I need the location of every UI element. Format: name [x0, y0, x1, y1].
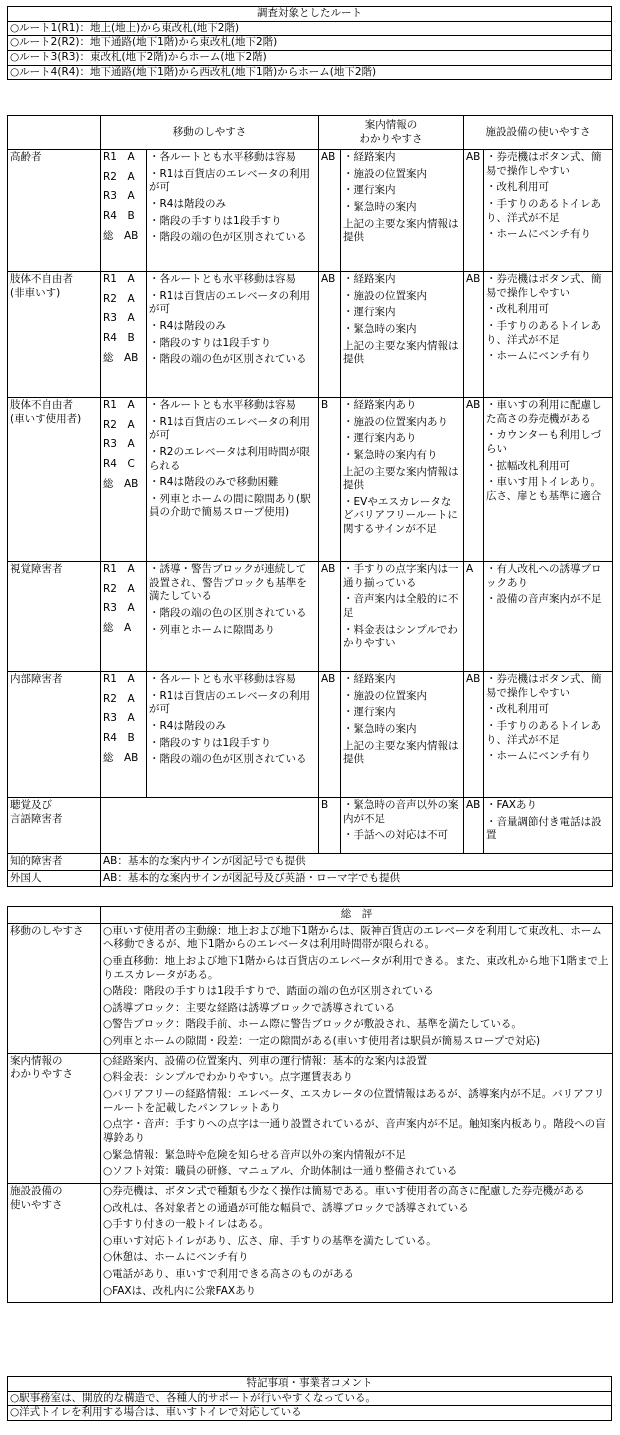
- route-rating: R2 A: [103, 418, 135, 431]
- info-rating: AB: [319, 150, 341, 272]
- routes-table: [7, 6, 612, 80]
- group-label: 聴覚及び 言語障害者: [8, 798, 101, 854]
- summary-item: ○手すり付きの一般トイレはある。: [103, 1218, 270, 1231]
- route-item: ○ルート4(R4)：地下通路(地下1階)から西改札(地下1階)からホーム(地下2階): [8, 65, 612, 80]
- info-rating: AB: [319, 272, 341, 398]
- mobility-notes: [147, 272, 319, 398]
- overall-rating: 総 AB: [103, 751, 139, 764]
- facility-note: ・手すりのあるトイレあり、洋式が不足: [486, 319, 601, 346]
- route-item: ○ルート3(R3)：東改札(地下2階)からホーム(地下2階): [8, 50, 612, 65]
- mobility-note: ・階段の端の色が区別されている: [149, 353, 307, 366]
- mobility-note: ・R4は階段のみ: [149, 319, 226, 332]
- route-rating: R4 B: [103, 731, 135, 744]
- summary-row: [8, 1183, 613, 1302]
- facility-notes: [484, 150, 613, 272]
- info-note: ・音声案内は全般的に不足: [343, 593, 459, 619]
- facility-note: ・FAXあり: [486, 799, 537, 811]
- info-note: ・経路案内: [343, 673, 396, 685]
- route-rating: R4 B: [103, 209, 135, 222]
- eval-row: [8, 398, 613, 562]
- info-note: ・緊急時の案内: [343, 722, 417, 735]
- route-rating: R1 A: [103, 673, 135, 685]
- mobility-note: ・R1は百貨店のエレベータの利用が可: [149, 289, 310, 316]
- mobility-note: ・R1は百貨店のエレベータの利用が可: [149, 415, 310, 442]
- summary-item: ○車いす使用者の主動線：地上および地下1階からは、阪神百貨店のエレベータを利用して東改札、ホームへ移動できるが、地下1階からのエレベータは利用時間帯が限られる。: [103, 924, 602, 951]
- facility-note: ・ホームにベンチ有り: [486, 228, 591, 241]
- summary-item: ○階段：階段の手すりは1段手すりで、踏面の端の色が区別されている: [103, 985, 434, 998]
- mobility-note: ・列車とホームの間に隙間あり(駅員の介助で簡易スロープ使用): [149, 492, 311, 519]
- mobility-note: ・各ルートとも水平移動は容易: [149, 673, 296, 685]
- route-rating: R3 A: [103, 602, 135, 615]
- summary-item: ○休憩は、ホームにベンチ有り: [103, 1251, 249, 1264]
- mobility-note: ・R1は百貨店のエレベータの利用が可: [149, 689, 310, 716]
- facility-note: ・ホームにベンチ有り: [486, 350, 591, 363]
- facility-notes: [484, 272, 613, 398]
- route-ratings: [101, 398, 147, 562]
- facility-note: ・手すりのあるトイレあり、洋式が不足: [486, 719, 601, 746]
- mobility-note: ・列車とホームに隙間あり: [149, 623, 275, 636]
- info-notes: [341, 798, 464, 854]
- routes-title: 調査対象としたルート: [8, 7, 612, 22]
- info-note: ・料金表はシンプルでわかりやすい: [343, 623, 458, 650]
- summary-item: ○経路案内、設備の位置案内、列車の運行情報：基本的な案内は設置: [103, 1054, 428, 1067]
- info-notes: [341, 272, 464, 398]
- mobility-notes: [147, 150, 319, 272]
- mobility-note: ・R4は階段のみで移動困難: [149, 476, 279, 489]
- mobility-note: ・R4は階段のみ: [149, 719, 226, 732]
- facility-note: ・改札利用可: [486, 181, 549, 194]
- info-note: ・施設の位置案内: [343, 689, 427, 702]
- facility-note: ・設備の音声案内が不足: [486, 593, 602, 606]
- route-rating: R3 A: [103, 312, 135, 325]
- info-note: ・施設の位置案内あり: [343, 415, 448, 428]
- eval-span-row: [8, 854, 613, 871]
- facility-note: ・音量調節付き電話は設置: [486, 815, 602, 842]
- summary-item: ○ソフト対策：職員の研修、マニュアル、介助体制は一通り整備されている: [103, 1165, 458, 1178]
- mobility-note: ・階段の端の色が区別されている: [149, 753, 307, 766]
- info-notes: [341, 562, 464, 672]
- route-rating: R1 A: [103, 151, 135, 163]
- facility-note: ・有人改札への誘導ブロックあり: [486, 563, 602, 589]
- facility-note: ・車いすの利用に配慮した高さの券売機がある: [486, 399, 602, 425]
- facility-rating: AB: [464, 672, 484, 798]
- comment-item: ○洋式トイレを利用する場合は、車いすトイレで対応している: [8, 1406, 612, 1421]
- info-rating: B: [319, 798, 341, 854]
- info-note: ・緊急時の案内: [343, 322, 417, 335]
- facility-rating: AB: [464, 798, 484, 854]
- span-text: AB：基本的な案内サインが図記号及び英語・ローマ字でも提供: [101, 870, 613, 887]
- facility-rating: A: [464, 562, 484, 672]
- evaluation-table: [7, 115, 613, 887]
- eval-row: [8, 272, 613, 398]
- summary-item: ○点字・音声：手すりへの点字は一通り設置されているが、音声案内が不足。触知案内板あり。階段への盲導鈴あり: [103, 1118, 606, 1144]
- info-note: ・施設の位置案内: [343, 289, 427, 302]
- route-item: ○ルート2(R2)：地下通路(地下1階)から東改札(地下2階): [8, 36, 612, 51]
- route-rating: R3 A: [103, 438, 135, 451]
- span-text: AB：基本的な案内サインが図記号でも提供: [101, 854, 613, 871]
- facility-note: ・券売機はボタン式、簡易で操作しやすい: [486, 273, 602, 299]
- group-label: 肢体不自由者 (非車いす): [8, 272, 101, 398]
- comments-title: 特記事項・事業者コメント: [8, 1377, 612, 1392]
- summary-items: [101, 1053, 613, 1183]
- facility-note: ・カウンターも利用しづらい: [486, 429, 602, 455]
- facility-rating: AB: [464, 398, 484, 562]
- mobility-note: ・R2のエレベータは利用時間が限られる: [149, 445, 310, 472]
- mobility-note: ・階段のすりは1段手すり: [149, 336, 272, 349]
- facility-notes: [484, 562, 613, 672]
- info-note: ・運行案内: [343, 306, 396, 319]
- eval-row: [8, 150, 613, 272]
- mobility-note: ・R1は百貨店のエレベータの利用が可: [149, 167, 310, 194]
- mobility-note: ・階段の端の色が区別されている: [149, 231, 307, 244]
- route-ratings: [101, 150, 147, 272]
- header-mobility: 移動のしやすさ: [101, 116, 319, 150]
- mobility-empty: [101, 798, 319, 854]
- summary-item: ○FAXは、改札内に公衆FAXあり: [103, 1284, 257, 1297]
- facility-note: ・券売機はボタン式、簡易で操作しやすい: [486, 151, 602, 177]
- group-label: 視覚障害者: [8, 562, 101, 672]
- summary-item: ○列車とホームの隙間・段差：一定の隙間がある(車いす使用者は駅員が簡易スロープで対応): [103, 1035, 541, 1048]
- eval-span-row: [8, 870, 613, 887]
- facility-note: ・券売機はボタン式、簡易で操作しやすい: [486, 673, 602, 699]
- group-label: 内部障害者: [8, 672, 101, 798]
- summary-item: ○券売機は、ボタン式で種類も少なく操作は簡易である。車いす使用者の高さに配慮した券売機がある: [103, 1184, 585, 1197]
- mobility-note: ・各ルートとも水平移動は容易: [149, 273, 296, 285]
- info-note: 上記の主要な案内情報は提供: [343, 739, 459, 766]
- info-note: ・手話への対応は不可: [343, 829, 448, 842]
- summary-row: [8, 1053, 613, 1183]
- mobility-note: ・各ルートとも水平移動は容易: [149, 399, 296, 411]
- summary-header: 総 評: [101, 907, 613, 924]
- facility-note: ・車いす用トイレあり。広さ、扉とも基準に適合: [486, 476, 602, 502]
- info-rating: B: [319, 398, 341, 562]
- summary-items: [101, 1183, 613, 1302]
- info-notes: [341, 398, 464, 562]
- info-note: 上記の主要な案内情報は提供: [343, 339, 459, 366]
- route-rating: R4 B: [103, 331, 135, 344]
- group-label: 知的障害者: [8, 854, 101, 871]
- route-ratings: [101, 562, 147, 672]
- info-note: ・経路案内: [343, 273, 396, 285]
- mobility-note: ・階段の手すりは1段手すり: [149, 214, 282, 227]
- facility-notes: [484, 672, 613, 798]
- summary-item: ○車いす対応トイレがあり、広さ、扉、手すりの基準を満たしている。: [103, 1234, 437, 1247]
- info-note: 上記の主要な案内情報は提供: [343, 217, 459, 244]
- comment-item: ○駅事務室は、開放的な構造で、各種人的サポートが行いやすくなっている。: [8, 1391, 612, 1406]
- eval-row: [8, 562, 613, 672]
- route-rating: R2 A: [103, 692, 135, 705]
- facility-notes: [484, 398, 613, 562]
- info-note: ・EVやエスカレータなどバリアフリールートに関するサインが不足: [343, 495, 458, 536]
- route-rating: R3 A: [103, 712, 135, 725]
- info-notes: [341, 150, 464, 272]
- route-rating: R2 A: [103, 582, 135, 595]
- summary-item: ○電話があり、車いすで利用できる高さのものがある: [103, 1268, 354, 1281]
- facility-notes: [484, 798, 613, 854]
- overall-rating: 総 AB: [103, 351, 139, 364]
- summary-item: ○垂直移動：地上および地下1階からは百貨店のエレベータが利用できる。また、東改札から地下1階まで上りエスカレータがある。: [103, 954, 609, 981]
- group-label: 高齢者: [8, 150, 101, 272]
- route-ratings: [101, 272, 147, 398]
- summary-label: 移動のしやすさ: [8, 923, 101, 1053]
- mobility-note: ・階段のすりは1段手すり: [149, 736, 272, 749]
- info-notes: [341, 672, 464, 798]
- info-note: 上記の主要な案内情報は提供: [343, 465, 459, 492]
- comments-table: [7, 1376, 612, 1421]
- info-rating: AB: [319, 562, 341, 672]
- facility-rating: AB: [464, 150, 484, 272]
- route-rating: R2 A: [103, 292, 135, 305]
- summary-table: [7, 906, 613, 1303]
- summary-label: 案内情報の わかりやすさ: [8, 1053, 101, 1183]
- mobility-notes: [147, 562, 319, 672]
- info-note: ・運行案内: [343, 184, 396, 197]
- info-note: ・緊急時の音声以外の案内が不足: [343, 799, 459, 825]
- mobility-note: ・R4は階段のみ: [149, 197, 226, 210]
- facility-note: ・ホームにベンチ有り: [486, 750, 591, 763]
- group-label: 外国人: [8, 870, 101, 887]
- info-note: ・運行案内あり: [343, 432, 417, 445]
- info-note: ・経路案内: [343, 151, 396, 163]
- mobility-note: ・各ルートとも水平移動は容易: [149, 151, 296, 163]
- info-note: ・緊急時の案内: [343, 200, 417, 213]
- summary-item: ○誘導ブロック：主要な経路は誘導ブロックで誘導されている: [103, 1001, 396, 1014]
- group-label: 肢体不自由者 (車いす使用者): [8, 398, 101, 562]
- info-note: ・運行案内: [343, 706, 396, 719]
- summary-item: ○改札は、各対象者との通過が可能な幅員で、誘導ブロックで誘導されている: [103, 1201, 469, 1214]
- mobility-note: ・誘導・警告ブロックが連続して設置され、警告ブロックも基準を満たしている: [149, 563, 307, 603]
- summary-item: ○料金表：シンプルでわかりやすい。点字運賃表あり: [103, 1071, 353, 1084]
- eval-row: [8, 672, 613, 798]
- info-note: ・経路案内あり: [343, 399, 417, 411]
- facility-note: ・拡幅改札利用可: [486, 459, 570, 472]
- info-note: ・施設の位置案内: [343, 167, 427, 180]
- header-info: 案内情報の わかりやすさ: [319, 116, 464, 150]
- facility-note: ・改札利用可: [486, 703, 549, 716]
- facility-note: ・手すりのあるトイレあり、洋式が不足: [486, 197, 601, 224]
- route-rating: R1 A: [103, 273, 135, 285]
- header-facility: 施設設備の使いやすさ: [464, 116, 613, 150]
- route-rating: R4 C: [103, 457, 135, 470]
- info-rating: AB: [319, 672, 341, 798]
- summary-item: ○緊急情報：緊急時や危険を知らせる音声以外の案内情報が不足: [103, 1148, 406, 1161]
- summary-item: ○バリアフリーの経路情報：エレベータ、エスカレータの位置情報はあるが、誘導案内が不足。バリアフリールートを記載したパンフレットあり: [103, 1088, 605, 1114]
- summary-label: 施設設備の 使いやすさ: [8, 1183, 101, 1302]
- summary-item: ○警告ブロック：階段手前、ホーム際に警告ブロックが敷設され、基準を満たしている。: [103, 1018, 522, 1031]
- info-note: ・手すりの点字案内は一通り揃っている: [343, 563, 459, 589]
- facility-note: ・改札利用可: [486, 303, 549, 316]
- overall-rating: 総 A: [103, 621, 132, 634]
- route-rating: R1 A: [103, 563, 135, 575]
- route-rating: R1 A: [103, 399, 135, 411]
- summary-row: [8, 923, 613, 1053]
- overall-rating: 総 AB: [103, 477, 139, 490]
- route-ratings: [101, 672, 147, 798]
- mobility-notes: [147, 672, 319, 798]
- mobility-note: ・階段の端の色の区別されている: [149, 606, 307, 619]
- info-note: ・緊急時の案内有り: [343, 448, 438, 461]
- route-item: ○ルート1(R1)：地上(地上)から東改札(地下2階): [8, 21, 612, 36]
- overall-rating: 総 AB: [103, 229, 139, 242]
- route-rating: R2 A: [103, 170, 135, 183]
- mobility-notes: [147, 398, 319, 562]
- summary-items: [101, 923, 613, 1053]
- eval-row: [8, 798, 613, 854]
- facility-rating: AB: [464, 272, 484, 398]
- route-rating: R3 A: [103, 190, 135, 203]
